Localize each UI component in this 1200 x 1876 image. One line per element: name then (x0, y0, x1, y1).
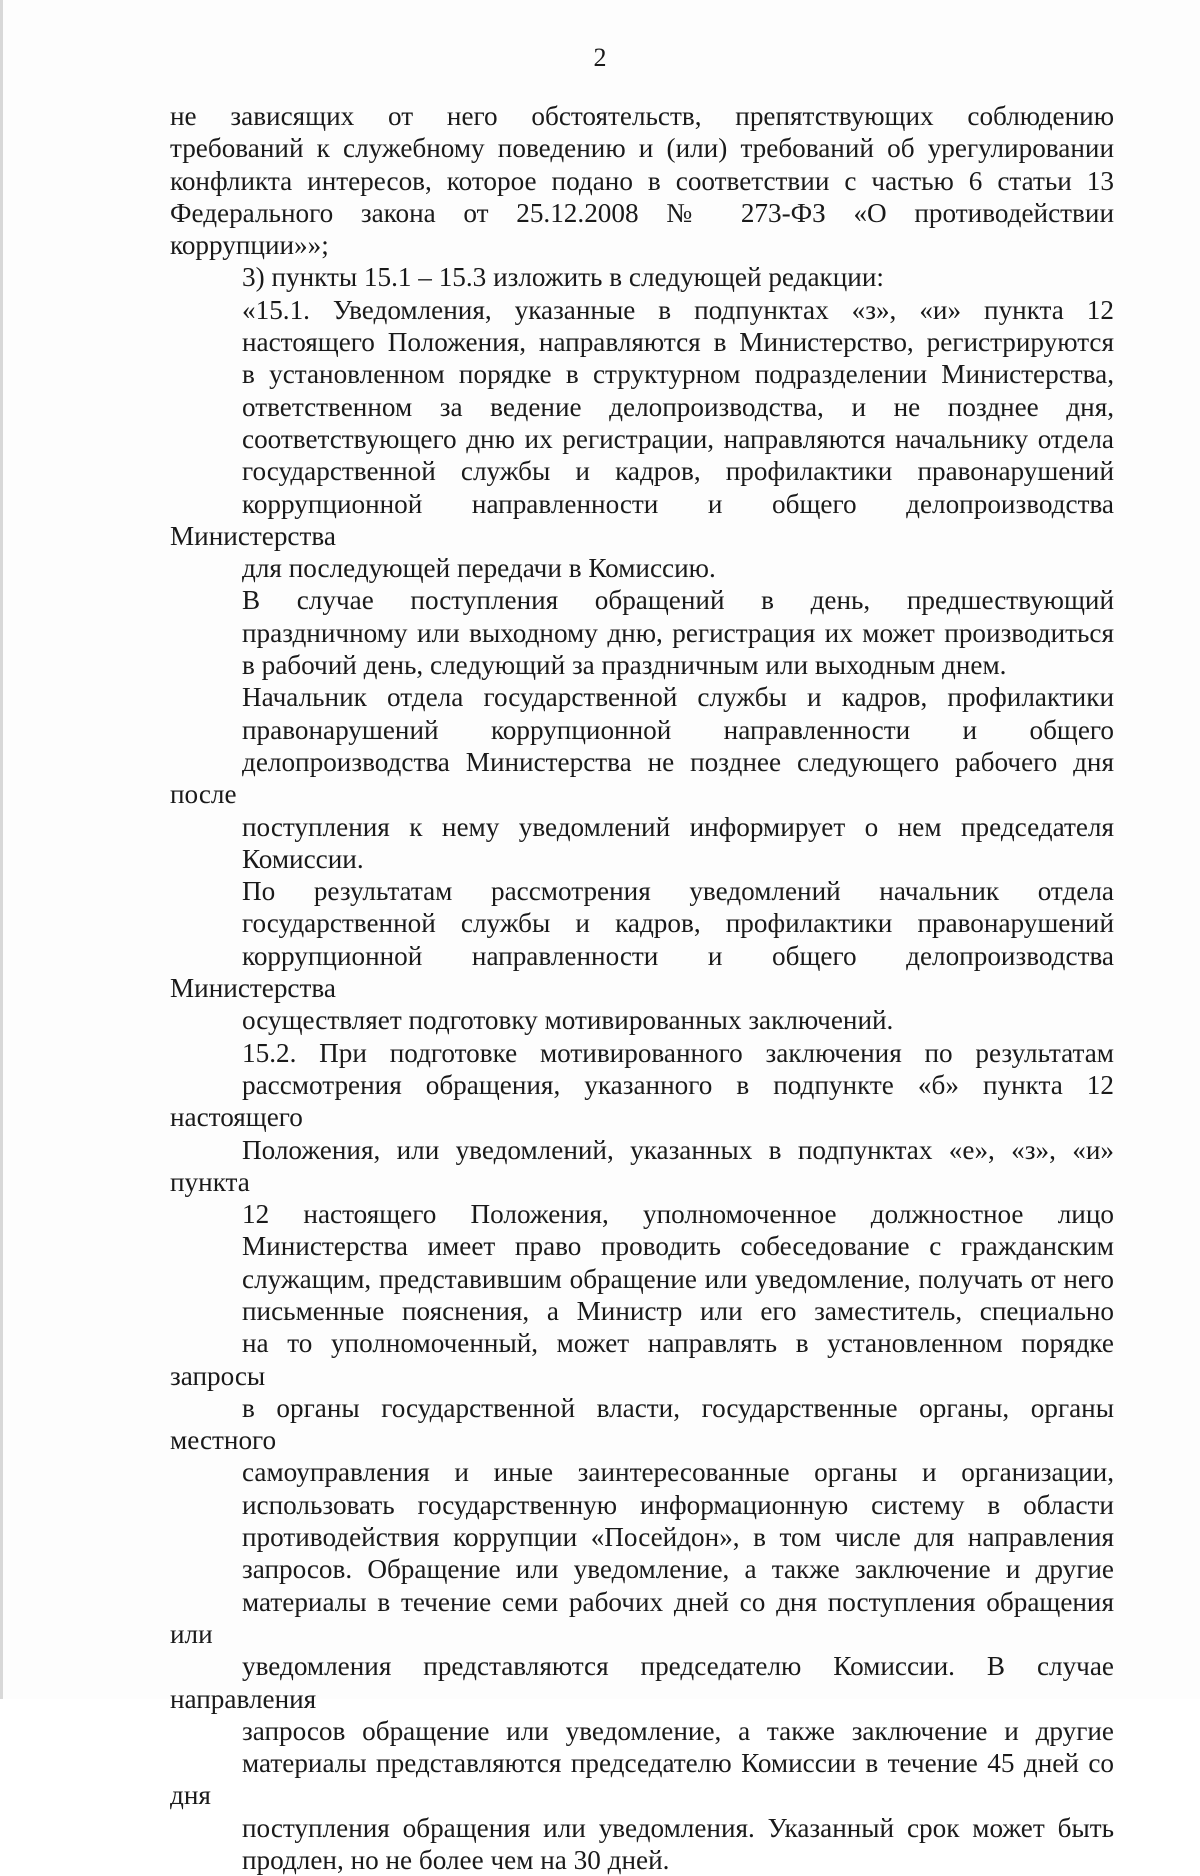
text-line: государственной службы и кадров, профилактики правонарушений (242, 908, 1114, 939)
text-line: государственной службы и кадров, профилактики правонарушений (242, 456, 1114, 487)
text-line: Федерального закона от 25.12.2008 № 273-ФЗ «О противодействии (170, 197, 1114, 228)
text-line: самоуправления и иные заинтересованные органы и организации, (242, 1457, 1114, 1488)
text-line: продлен, но не более чем на 30 дней. (242, 1845, 670, 1876)
document-body (170, 100, 1114, 1876)
text-line: требований к служебному поведению и (или) требований об урегулировании (170, 133, 1114, 164)
text-line: осуществляет подготовку мотивированных заключений. (242, 1005, 894, 1036)
text-line: делопроизводства Министерства не позднее следующего рабочего дня после (170, 746, 1114, 810)
text-line: Начальник отдела государственной службы и кадров, профилактики (242, 682, 1114, 713)
paragraph (170, 261, 1114, 293)
text-line: использовать государственную информационную систему в области (242, 1489, 1114, 1520)
text-line: настоящего Положения, направляются в Министерство, регистрируются (242, 327, 1114, 358)
text-line: письменные пояснения, а Министр или его заместитель, специально (242, 1295, 1114, 1326)
text-line: противодействия коррупции «Посейдон», в том числе для направления (242, 1522, 1114, 1553)
text-line: для последующей передачи в Комиссию. (242, 553, 716, 584)
paragraph (170, 584, 1114, 681)
text-line: поступления к нему уведомлений информирует о нем председателя (242, 811, 1114, 842)
text-line: коррупции»»; (170, 230, 329, 261)
text-line: материалы представляются председателю Комиссии в течение 45 дней со дня (170, 1748, 1114, 1811)
text-line: правонарушений коррупционной направленности и общего (242, 714, 1114, 745)
text-line: праздничному или выходному дню, регистрация их может производиться (242, 617, 1114, 648)
text-line: Комиссии. (242, 843, 364, 874)
text-line: По результатам рассмотрения уведомлений начальник отдела (242, 876, 1114, 907)
text-line: «15.1. Уведомления, указанные в подпунктах «з», «и» пункта 12 (242, 294, 1114, 325)
text-line: конфликта интересов, которое подано в соответствии с частью 6 статьи 13 (170, 165, 1114, 196)
text-line: Министерства имеет право проводить собеседование с гражданским (242, 1231, 1114, 1262)
text-line: коррупционной направленности и общего делопроизводства Министерства (170, 940, 1114, 1004)
text-line: ответственном за ведение делопроизводства, и не позднее дня, (242, 391, 1114, 422)
text-line: 15.2. При подготовке мотивированного заключения по результатам (242, 1037, 1114, 1068)
text-line: уведомления представляются председателю Комиссии. В случае направления (170, 1651, 1114, 1714)
text-line: в установленном порядке в структурном подразделении Министерства, (242, 359, 1114, 390)
scan-edge (0, 0, 3, 1699)
paragraph (170, 875, 1114, 1036)
text-line: 3) пункты 15.1 – 15.3 изложить в следующей редакции: (242, 262, 884, 293)
text-line: соответствующего дню их регистрации, направляются начальнику отдела (242, 423, 1114, 454)
text-line: на то уполномоченный, может направлять в установленном порядке запросы (170, 1328, 1114, 1391)
paragraph (170, 681, 1114, 875)
text-line: рассмотрения обращения, указанного в подпункте «б» пункта 12 настоящего (170, 1069, 1114, 1133)
page-number: 2 (593, 43, 607, 72)
text-line: запросов. Обращение или уведомление, а также заключение и другие (242, 1554, 1114, 1585)
text-line: материалы в течение семи рабочих дней со дня поступления обращения или (170, 1586, 1114, 1649)
text-line: коррупционной направленности и общего делопроизводства Министерства (170, 488, 1114, 551)
text-line: в рабочий день, следующий за праздничным или выходным днем. (242, 650, 1007, 681)
text-line: служащим, представившим обращение или уведомление, получать от него (242, 1263, 1114, 1294)
text-line: в органы государственной власти, государственные органы, органы местного (170, 1392, 1114, 1456)
text-line: не зависящих от него обстоятельств, препятствующих соблюдению (170, 101, 1114, 131)
text-line: Положения, или уведомлений, указанных в подпунктах «е», «з», «и» пункта (170, 1134, 1114, 1197)
text-line: запросов обращение или уведомление, а также заключение и другие (242, 1715, 1114, 1746)
text-line: В случае поступления обращений в день, предшествующий (242, 585, 1114, 616)
paragraph (170, 100, 1114, 261)
text-line: 12 настоящего Положения, уполномоченное должностное лицо (242, 1199, 1114, 1230)
paragraph (170, 294, 1114, 585)
paragraph (170, 1037, 1114, 1876)
text-line: поступления обращения или уведомления. Указанный срок может быть (242, 1812, 1114, 1843)
